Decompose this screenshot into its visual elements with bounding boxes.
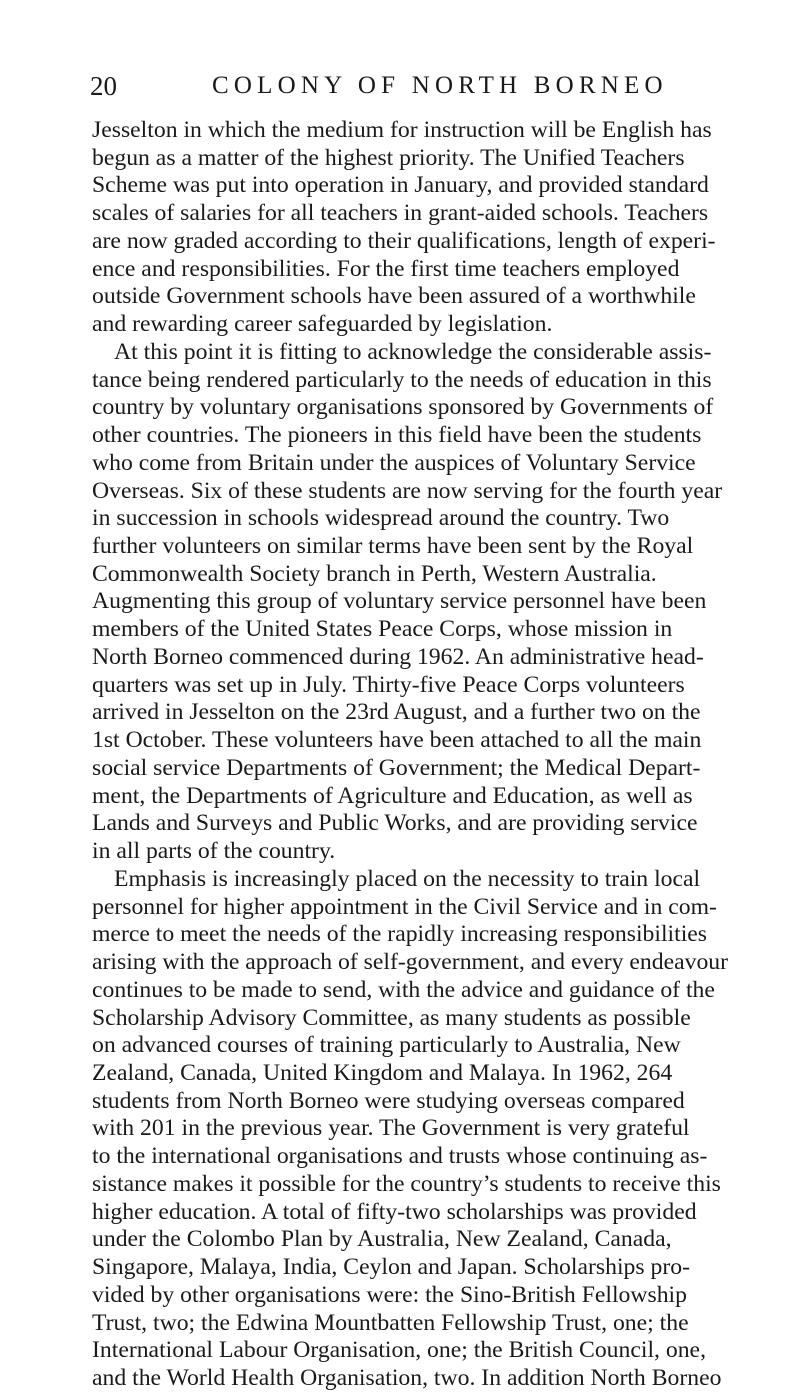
paragraph-voluntary-organisations — [92, 339, 792, 866]
page-number: 20 — [90, 71, 117, 101]
text-line: Scholarship Advisory Committee, as many students as possible — [92, 1004, 691, 1031]
text-line: country by voluntary organisations sponsored by Governments of — [92, 394, 714, 421]
paragraph-scholarships — [92, 866, 792, 1393]
text-line: with 201 in the previous year. The Government is very grateful — [92, 1115, 690, 1142]
text-line: At this point it is fitting to acknowledge the considerable assis- — [114, 338, 712, 365]
text-line: to the international organisations and trusts whose continuing as- — [92, 1143, 708, 1170]
text-line: further volunteers on similar terms have been sent by the Royal — [92, 533, 694, 560]
text-line: tance being rendered particularly to the needs of education in this — [92, 366, 712, 393]
text-line: Zealand, Canada, United Kingdom and Malaya. In 1962, 264 — [92, 1059, 673, 1086]
text-line: personnel for higher appointment in the Civil Service and in com- — [92, 893, 717, 920]
running-head — [90, 69, 780, 109]
text-line: arrived in Jesselton on the 23rd August, and a further two on the — [92, 699, 701, 726]
body-text — [92, 117, 792, 1393]
text-line: members of the United States Peace Corps, whose mission in — [92, 616, 673, 643]
text-line: Trust, two; the Edwina Mountbatten Fellowship Trust, one; the — [92, 1309, 689, 1336]
text-line: other countries. The pioneers in this field have been the students — [92, 422, 702, 449]
text-line: students from North Borneo were studying overseas compared — [92, 1087, 685, 1114]
text-line: continues to be made to send, with the advice and guidance of the — [92, 976, 715, 1003]
text-line: merce to meet the needs of the rapidly increasing responsibilities — [92, 921, 708, 948]
text-line: on advanced courses of training particularly to Australia, New — [92, 1032, 681, 1059]
text-line: International Labour Organisation, one; the British Council, one, — [92, 1337, 706, 1364]
text-line: 1st October. These volunteers have been attached to all the main — [92, 727, 702, 754]
text-line: arising with the approach of self-government, and every endeavour — [92, 949, 729, 976]
text-line: North Borneo commenced during 1962. An administrative head- — [92, 643, 704, 670]
text-line: scales of salaries for all teachers in grant-aided schools. Teachers — [92, 200, 709, 227]
text-line: higher education. A total of fifty-two scholarships was provided — [92, 1198, 697, 1225]
text-line: Singapore, Malaya, India, Ceylon and Japan. Scholarships pro- — [92, 1254, 690, 1281]
text-line: Commonwealth Society branch in Perth, Western Australia. — [92, 560, 657, 587]
text-line: social service Departments of Government; the Medical Depart- — [92, 754, 701, 781]
text-line: Jesselton in which the medium for instruction will be English has — [92, 117, 712, 143]
text-line: Emphasis is increasingly placed on the necessity to train local — [114, 865, 701, 892]
text-line: Scheme was put into operation in January, and provided standard — [92, 172, 709, 199]
text-line: in succession in schools widespread around the country. Two — [92, 505, 670, 532]
running-title: COLONY OF NORTH BORNEO — [212, 72, 668, 99]
text-line: ment, the Departments of Agriculture and Education, as well as — [92, 782, 693, 809]
text-line: outside Government schools have been assured of a worthwhile — [92, 283, 696, 310]
text-line: in all parts of the country. — [92, 838, 336, 865]
text-line: are now graded according to their qualifications, length of experi- — [92, 227, 716, 254]
text-line: and rewarding career safeguarded by legislation. — [92, 311, 553, 338]
text-line: begun as a matter of the highest priority. The Unified Teachers — [92, 144, 685, 171]
text-line: ence and responsibilities. For the first time teachers employed — [92, 255, 680, 282]
text-line: under the Colombo Plan by Australia, New Zealand, Canada, — [92, 1226, 672, 1253]
text-line: quarters was set up in July. Thirty-five Peace Corps volunteers — [92, 671, 685, 698]
text-line: Augmenting this group of voluntary service personnel have been — [92, 588, 707, 615]
text-line: who come from Britain under the auspices of Voluntary Service — [92, 449, 696, 476]
paragraph-teachers-scheme — [92, 117, 792, 339]
text-line: and the World Health Organisation, two. In addition North Borneo — [92, 1365, 722, 1392]
text-line: Overseas. Six of these students are now serving for the fourth year — [92, 477, 723, 504]
text-line: sistance makes it possible for the country’s students to receive this — [92, 1170, 721, 1197]
text-line: vided by other organisations were: the Sino-British Fellowship — [92, 1281, 687, 1308]
text-line: Lands and Surveys and Public Works, and are providing service — [92, 810, 698, 837]
